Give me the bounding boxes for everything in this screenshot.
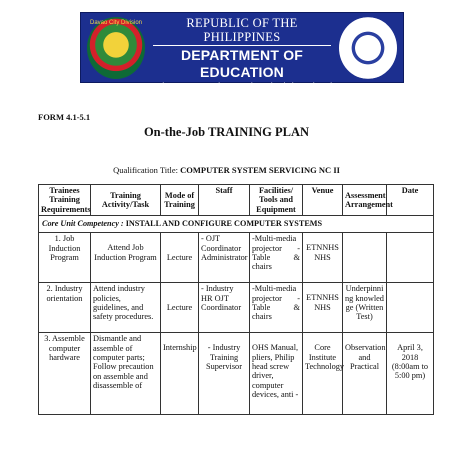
form-number: FORM 4.1-5.1 <box>38 112 91 122</box>
header-requirements: Trainees Training Requirements <box>39 185 91 216</box>
banner-republic: REPUBLIC OF THE PHILIPPINES <box>186 16 298 44</box>
cell-activity: Attend industry policies, guidelines, and safety procedures. <box>91 283 161 333</box>
banner-divider <box>153 45 331 46</box>
header-facilities: Facilities/ Tools and Equipment <box>250 185 303 216</box>
cell-staff: - Industry Training Supervisor <box>199 333 250 415</box>
division-seal-text: Davao City Division <box>89 20 143 26</box>
qualification-value: COMPUTER SYSTEM SERVICING NC II <box>180 165 340 175</box>
table-row <box>39 233 434 283</box>
school-header-banner <box>80 12 404 102</box>
header-assessment: Assessment Arrangement <box>343 185 387 216</box>
cell-assessment: Underpinning knowledge (Written Test) <box>343 283 387 333</box>
table-row <box>39 333 434 415</box>
cell-date <box>387 233 434 283</box>
banner-school-name: Erico T. Nograles National High School <box>151 81 333 93</box>
banner-address: Brgy. 37-D Trading Boulevard, Davao City <box>177 95 307 102</box>
header-staff: Staff <box>199 185 250 216</box>
school-seal-icon <box>339 17 397 79</box>
header-mode: Mode of Training <box>161 185 199 216</box>
banner-department: DEPARTMENT OF EDUCATION <box>180 47 304 80</box>
cell-activity: Dismantle and assemble of computer parts; Follow precaution on assemble and disassemble of <box>91 333 161 415</box>
cell-staff: - OJT Coordinator Administrator <box>199 233 250 283</box>
cell-staff: - Industry HR OJT Coordinator <box>199 283 250 333</box>
training-plan-table <box>38 184 434 415</box>
cell-requirement: 3. Assemble computer hardware <box>39 333 91 415</box>
competency-row <box>39 216 434 233</box>
cell-assessment <box>343 233 387 283</box>
header-activity: Training Activity/Task <box>91 185 161 216</box>
cell-venue: ETNNHS NHS <box>303 233 343 283</box>
division-seal-icon <box>87 17 145 79</box>
table-header-row <box>39 185 434 216</box>
cell-date: April 3, 2018 (8:00am to 5:00 pm) <box>387 333 434 415</box>
cell-assessment: Observation and Practical <box>343 333 387 415</box>
header-date: Date <box>387 185 434 216</box>
qualification-label: Qualification Title: <box>113 165 178 175</box>
cell-mode: Lecture <box>161 233 199 283</box>
header-venue: Venue <box>303 185 343 216</box>
cell-venue: Core Institute Technology <box>303 333 343 415</box>
cell-mode: Lecture <box>161 283 199 333</box>
cell-mode: Internship <box>161 333 199 415</box>
qualification-line <box>0 165 453 175</box>
cell-venue: ETNNHS NHS <box>303 283 343 333</box>
cell-requirement: 1. Job Induction Program <box>39 233 91 283</box>
cell-requirement: 2. Industry orientation <box>39 283 91 333</box>
cell-date <box>387 283 434 333</box>
cell-activity: Attend Job Induction Program <box>91 233 161 283</box>
table-row <box>39 283 434 333</box>
banner-text-block <box>149 16 335 103</box>
cell-facilities: -Multi-media projector -Table & chairs <box>250 283 303 333</box>
competency-cell <box>39 216 434 233</box>
competency-label: Core Unit Competency : <box>42 219 124 229</box>
competency-value: INSTALL AND CONFIGURE COMPUTER SYSTEMS <box>125 219 323 229</box>
cell-facilities: -Multi-media projector -Table & chairs <box>250 233 303 283</box>
cell-facilities: OHS Manual, pliers, Philip head screw driver, computer devices, anti - <box>250 333 303 415</box>
page-title: On-the-Job TRAINING PLAN <box>143 125 310 139</box>
